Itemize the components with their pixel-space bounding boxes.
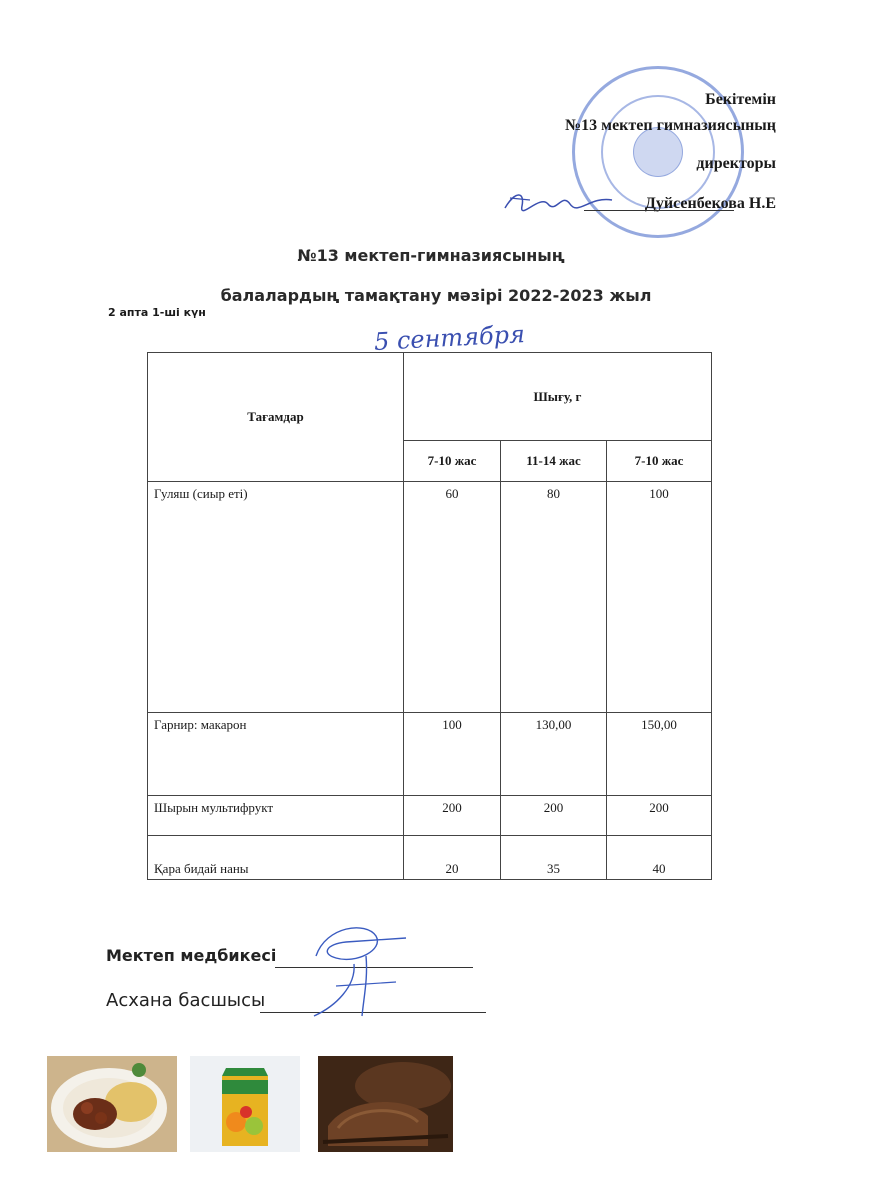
dish-value: 35: [501, 836, 607, 880]
menu-title-line-1: №13 мектеп-гимназиясының: [297, 246, 565, 265]
dish-value: 100: [607, 482, 712, 713]
juice-carton-icon: [190, 1056, 300, 1152]
director-signature: [500, 186, 620, 216]
dish-value: 100: [404, 713, 501, 796]
dish-value: 200: [404, 796, 501, 836]
approval-line-2: №13 мектеп гимназиясының: [565, 117, 776, 134]
age-group-2: 11-14 жас: [501, 441, 607, 482]
table-header-row: [148, 353, 712, 441]
table-row: [148, 713, 712, 796]
handwritten-date: 5 сентября: [373, 320, 526, 356]
header-output: Шығу, г: [404, 353, 712, 441]
table-row: [148, 836, 712, 880]
dish-value: 200: [501, 796, 607, 836]
age-group-1: 7-10 жас: [404, 441, 501, 482]
table-row: [148, 482, 712, 713]
dish-value: 20: [404, 836, 501, 880]
header-dishes: Тағамдар: [148, 353, 404, 482]
approval-line-4: Дуйсенбекова Н.Е: [644, 195, 776, 212]
nurse-signature: [296, 916, 426, 1026]
goulash-pasta-plate-icon: [47, 1056, 177, 1152]
rye-bread-icon: [318, 1056, 453, 1152]
dish-name: Шырын мультифрукт: [148, 796, 404, 836]
menu-title-line-2: балалардың тамақтану мәзірі 2022-2023 жыл: [220, 286, 652, 305]
dish-value: 40: [607, 836, 712, 880]
week-day-label: 2 апта 1-ші күн: [108, 306, 206, 319]
dish-name: Қара бидай наны: [148, 836, 404, 880]
dish-name: Гуляш (сиыр еті): [148, 482, 404, 713]
age-group-3: 7-10 жас: [607, 441, 712, 482]
dish-name: Гарнир: макарон: [148, 713, 404, 796]
menu-table: [147, 352, 712, 880]
dish-value: 80: [501, 482, 607, 713]
table-row: [148, 796, 712, 836]
approval-line-1: Бекітемін: [705, 91, 776, 108]
dish-value: 200: [607, 796, 712, 836]
dish-value: 60: [404, 482, 501, 713]
dish-value: 130,00: [501, 713, 607, 796]
nurse-label: Мектеп медбикесі: [106, 946, 277, 965]
approval-line-3: директоры: [696, 155, 776, 172]
canteen-head-label: Асхана басшысы: [106, 990, 266, 1011]
dish-value: 150,00: [607, 713, 712, 796]
